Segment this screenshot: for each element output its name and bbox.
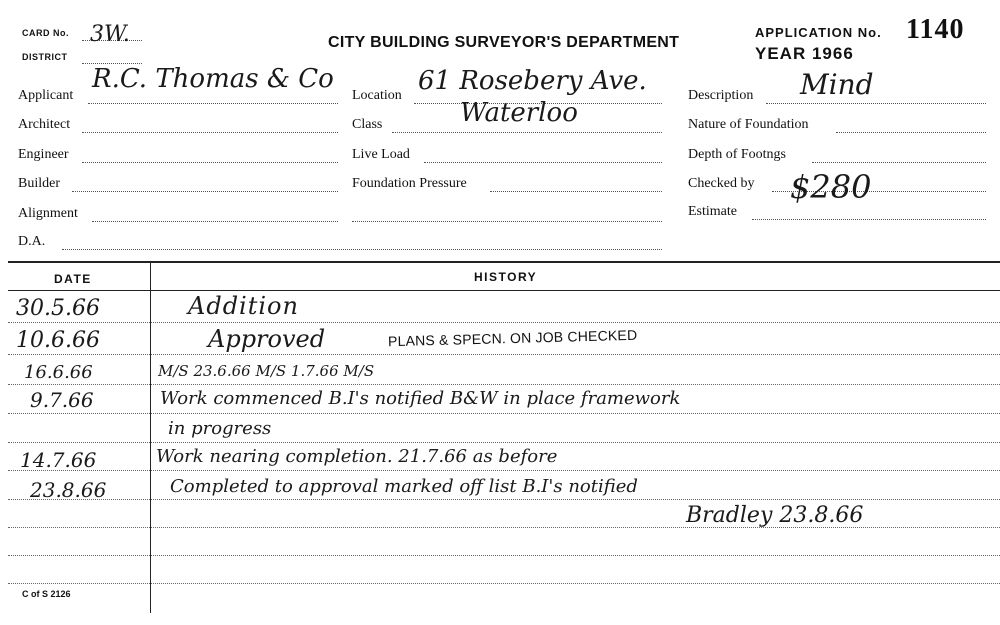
description-dots — [766, 103, 986, 104]
engineer-dots — [82, 162, 338, 163]
form-code: C of S 2126 — [22, 589, 71, 599]
card-no-value: 3W. — [90, 22, 130, 47]
alignment-label: Alignment — [18, 206, 78, 221]
estimate-dots — [752, 219, 986, 220]
history-date: 16.6.66 — [24, 362, 93, 383]
da-label: D.A. — [18, 234, 46, 249]
row-line — [8, 583, 1000, 584]
application-no-value: 1140 — [906, 14, 965, 45]
class-dots — [392, 132, 662, 133]
alignment-dots — [92, 221, 338, 222]
application-no-label: APPLICATION No. — [755, 25, 882, 40]
history-date: 30.5.66 — [16, 296, 100, 321]
location-value-line2: Waterloo — [460, 98, 578, 128]
history-column-header: HISTORY — [474, 270, 538, 284]
row-line — [8, 384, 1000, 385]
checked-stamp: PLANS & SPECN. ON JOB CHECKED — [387, 326, 638, 350]
live-load-label: Live Load — [352, 147, 410, 162]
history-text: Work commenced B.I's notified B&W in place framework — [160, 388, 681, 409]
history-date: 9.7.66 — [30, 388, 94, 412]
class-label: Class — [352, 117, 383, 132]
checked-by-label: Checked by — [688, 176, 755, 191]
history-date: 23.8.66 — [30, 478, 107, 502]
da-dots — [62, 249, 662, 250]
middle-blank-dots — [352, 221, 662, 222]
row-line — [8, 499, 1000, 500]
depth-of-footings-label: Depth of Footngs — [688, 147, 786, 162]
history-date: 14.7.66 — [20, 448, 97, 472]
district-label: DISTRICT — [22, 52, 68, 62]
foundation-pressure-label: Foundation Pressure — [352, 176, 467, 191]
history-text: M/S 23.6.66 M/S 1.7.66 M/S — [158, 362, 375, 380]
row-line — [8, 322, 1000, 323]
description-value: Mind — [800, 68, 874, 101]
nature-of-foundation-dots — [836, 132, 986, 133]
history-date: 10.6.66 — [16, 328, 100, 353]
depth-of-footings-dots — [812, 162, 986, 163]
location-label: Location — [352, 88, 402, 103]
department-title: CITY BUILDING SURVEYOR'S DEPARTMENT — [328, 34, 680, 51]
architect-dots — [82, 132, 338, 133]
history-text: Completed to approval marked off list B.I's notified — [170, 476, 638, 497]
architect-label: Architect — [18, 117, 71, 132]
live-load-dots — [424, 162, 662, 163]
engineer-label: Engineer — [18, 147, 69, 162]
signature-text: Bradley 23.8.66 — [686, 503, 864, 528]
applicant-value: R.C. Thomas & Co — [92, 64, 334, 94]
location-value-line1: 61 Rosebery Ave. — [418, 66, 647, 96]
history-top-rule — [8, 261, 1000, 263]
date-column-header: DATE — [54, 272, 92, 286]
history-text: Addition — [188, 292, 299, 320]
history-text: in progress — [168, 418, 272, 439]
builder-label: Builder — [18, 176, 60, 191]
estimate-label: Estimate — [688, 204, 737, 219]
row-line — [8, 470, 1000, 471]
history-header-rule — [8, 290, 1000, 291]
applicant-label: Applicant — [18, 88, 74, 103]
nature-of-foundation-label: Nature of Foundation — [688, 117, 809, 132]
history-text: Work nearing completion. 21.7.66 as before — [156, 446, 558, 467]
date-column-rule — [150, 263, 151, 613]
row-line — [8, 354, 1000, 355]
applicant-dots — [88, 103, 338, 104]
row-line — [8, 442, 1000, 443]
row-line — [8, 413, 1000, 414]
description-label: Description — [688, 88, 754, 103]
card-no-label: CARD No. — [22, 28, 69, 38]
foundation-pressure-dots — [490, 191, 662, 192]
estimate-value: $280 — [790, 168, 872, 206]
row-line — [8, 555, 1000, 556]
history-text: Approved — [208, 325, 326, 353]
builder-dots — [72, 191, 338, 192]
year-label: YEAR 1966 — [755, 44, 854, 63]
